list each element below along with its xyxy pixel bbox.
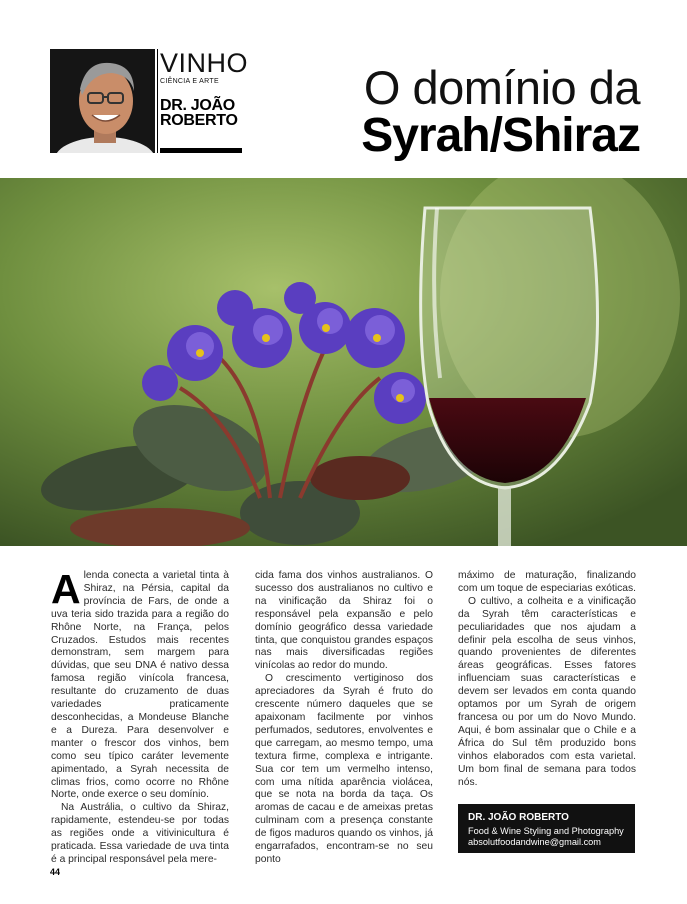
hero-image xyxy=(0,178,687,546)
author-name-line1: DR. JOÃO xyxy=(160,97,235,114)
article-column-2 xyxy=(255,570,433,867)
paragraph: Na Austrália, o cultivo da Shiraz, rapidamente, estendeu-se por todas as regiões onde a vitivinicultura é praticada. Essa variedade de uva tinta é a principal responsável pela mere- xyxy=(51,802,229,865)
paragraph: cida fama dos vinhos australianos. O sucesso dos australianos no cultivo e na vinificação da Shiraz foi o responsável pela expansão e pelo domínio geográfico dessa variedade tinta, que conquistou grandes espaços nas mais diversificadas regiões vinícolas ao redor do mundo. xyxy=(255,570,433,672)
author-name xyxy=(160,98,250,128)
signature-email[interactable]: absolutfoodandwine@gmail.com xyxy=(468,837,601,847)
article-column-3 xyxy=(458,570,636,789)
header-divider xyxy=(157,49,158,153)
author-signature-box xyxy=(458,804,635,853)
paragraph: O crescimento vertiginoso dos apreciadores da Syrah é fruto do crescente número daqueles que se apaixonam facilmente por vinhos perfumados, sedutores, envolventes e que carregam, ao mesmo tempo, uma textura firme, complexa e intrigante. Sua cor tem um vermelho intenso, com uma nítida aparência violácea, que se nota na borda da taça. Os aromas de cacau e de ameixas pretas culminam com a presença constante de figos maduros quando os vinhos, já engarrafados, encontram-se no seu ponto xyxy=(255,673,433,865)
column-label xyxy=(160,50,250,128)
header-bar xyxy=(160,148,242,153)
article-title-line1: O domínio da xyxy=(363,61,640,114)
paragraph xyxy=(51,566,229,802)
article-title-line2: Syrah/Shiraz xyxy=(361,109,640,162)
drop-cap: A xyxy=(51,566,81,612)
article-column-1 xyxy=(51,566,229,867)
author-name-line2: ROBERTO xyxy=(160,112,238,129)
signature-name: DR. JOÃO ROBERTO xyxy=(468,812,569,823)
paragraph-text: lenda conecta a varietal tinta à Shiraz, na Pérsia, capital da província de Fars, de onde a uva teria sido trazida para a região do Rhône Norte, na França, pelos Cruzados. Estudos mais recentes demonstram, sem margem para dúvidas, que seu DNA é nativo dessa famosa região vinícola francesa, resultante do cruzamento de duas variedades praticamente desconhecidas, a Mondeuse Blanche e a Dureza. Para desenvolver e manter o frescor dos vinhos, bem como seu típico caráter levemente apimentado, a Syrah necessita de climas frios, como ocorre no Rhône Norte, onde exerce o seu domínio. xyxy=(51,570,229,801)
section-label: VINHO xyxy=(160,48,249,78)
signature-role: Food & Wine Styling and Photography xyxy=(468,826,624,836)
paragraph: O cultivo, a colheita e a vinificação da Syrah têm características e peculiaridades que nos ajudam a definir pela escolha de seus vinhos, quando provenientes de diferentes áreas geográficas. Esses fatores influenciam suas características e devem ser levados em conta quando optamos por um Syrah de origem francesa ou por um do Novo Mundo. Aqui, é bom assinalar que o Chile e a África do Sul têm produzido bons vinhos elaborados com esta varietal. Um bom final de semana para todos nós. xyxy=(458,595,636,788)
page-number: 44 xyxy=(50,867,61,877)
author-photo xyxy=(50,49,155,153)
paragraph: máximo de maturação, finalizando com um toque de especiarias exóticas. xyxy=(458,570,636,594)
subsection-label: CIÊNCIA E ARTE xyxy=(160,78,219,85)
